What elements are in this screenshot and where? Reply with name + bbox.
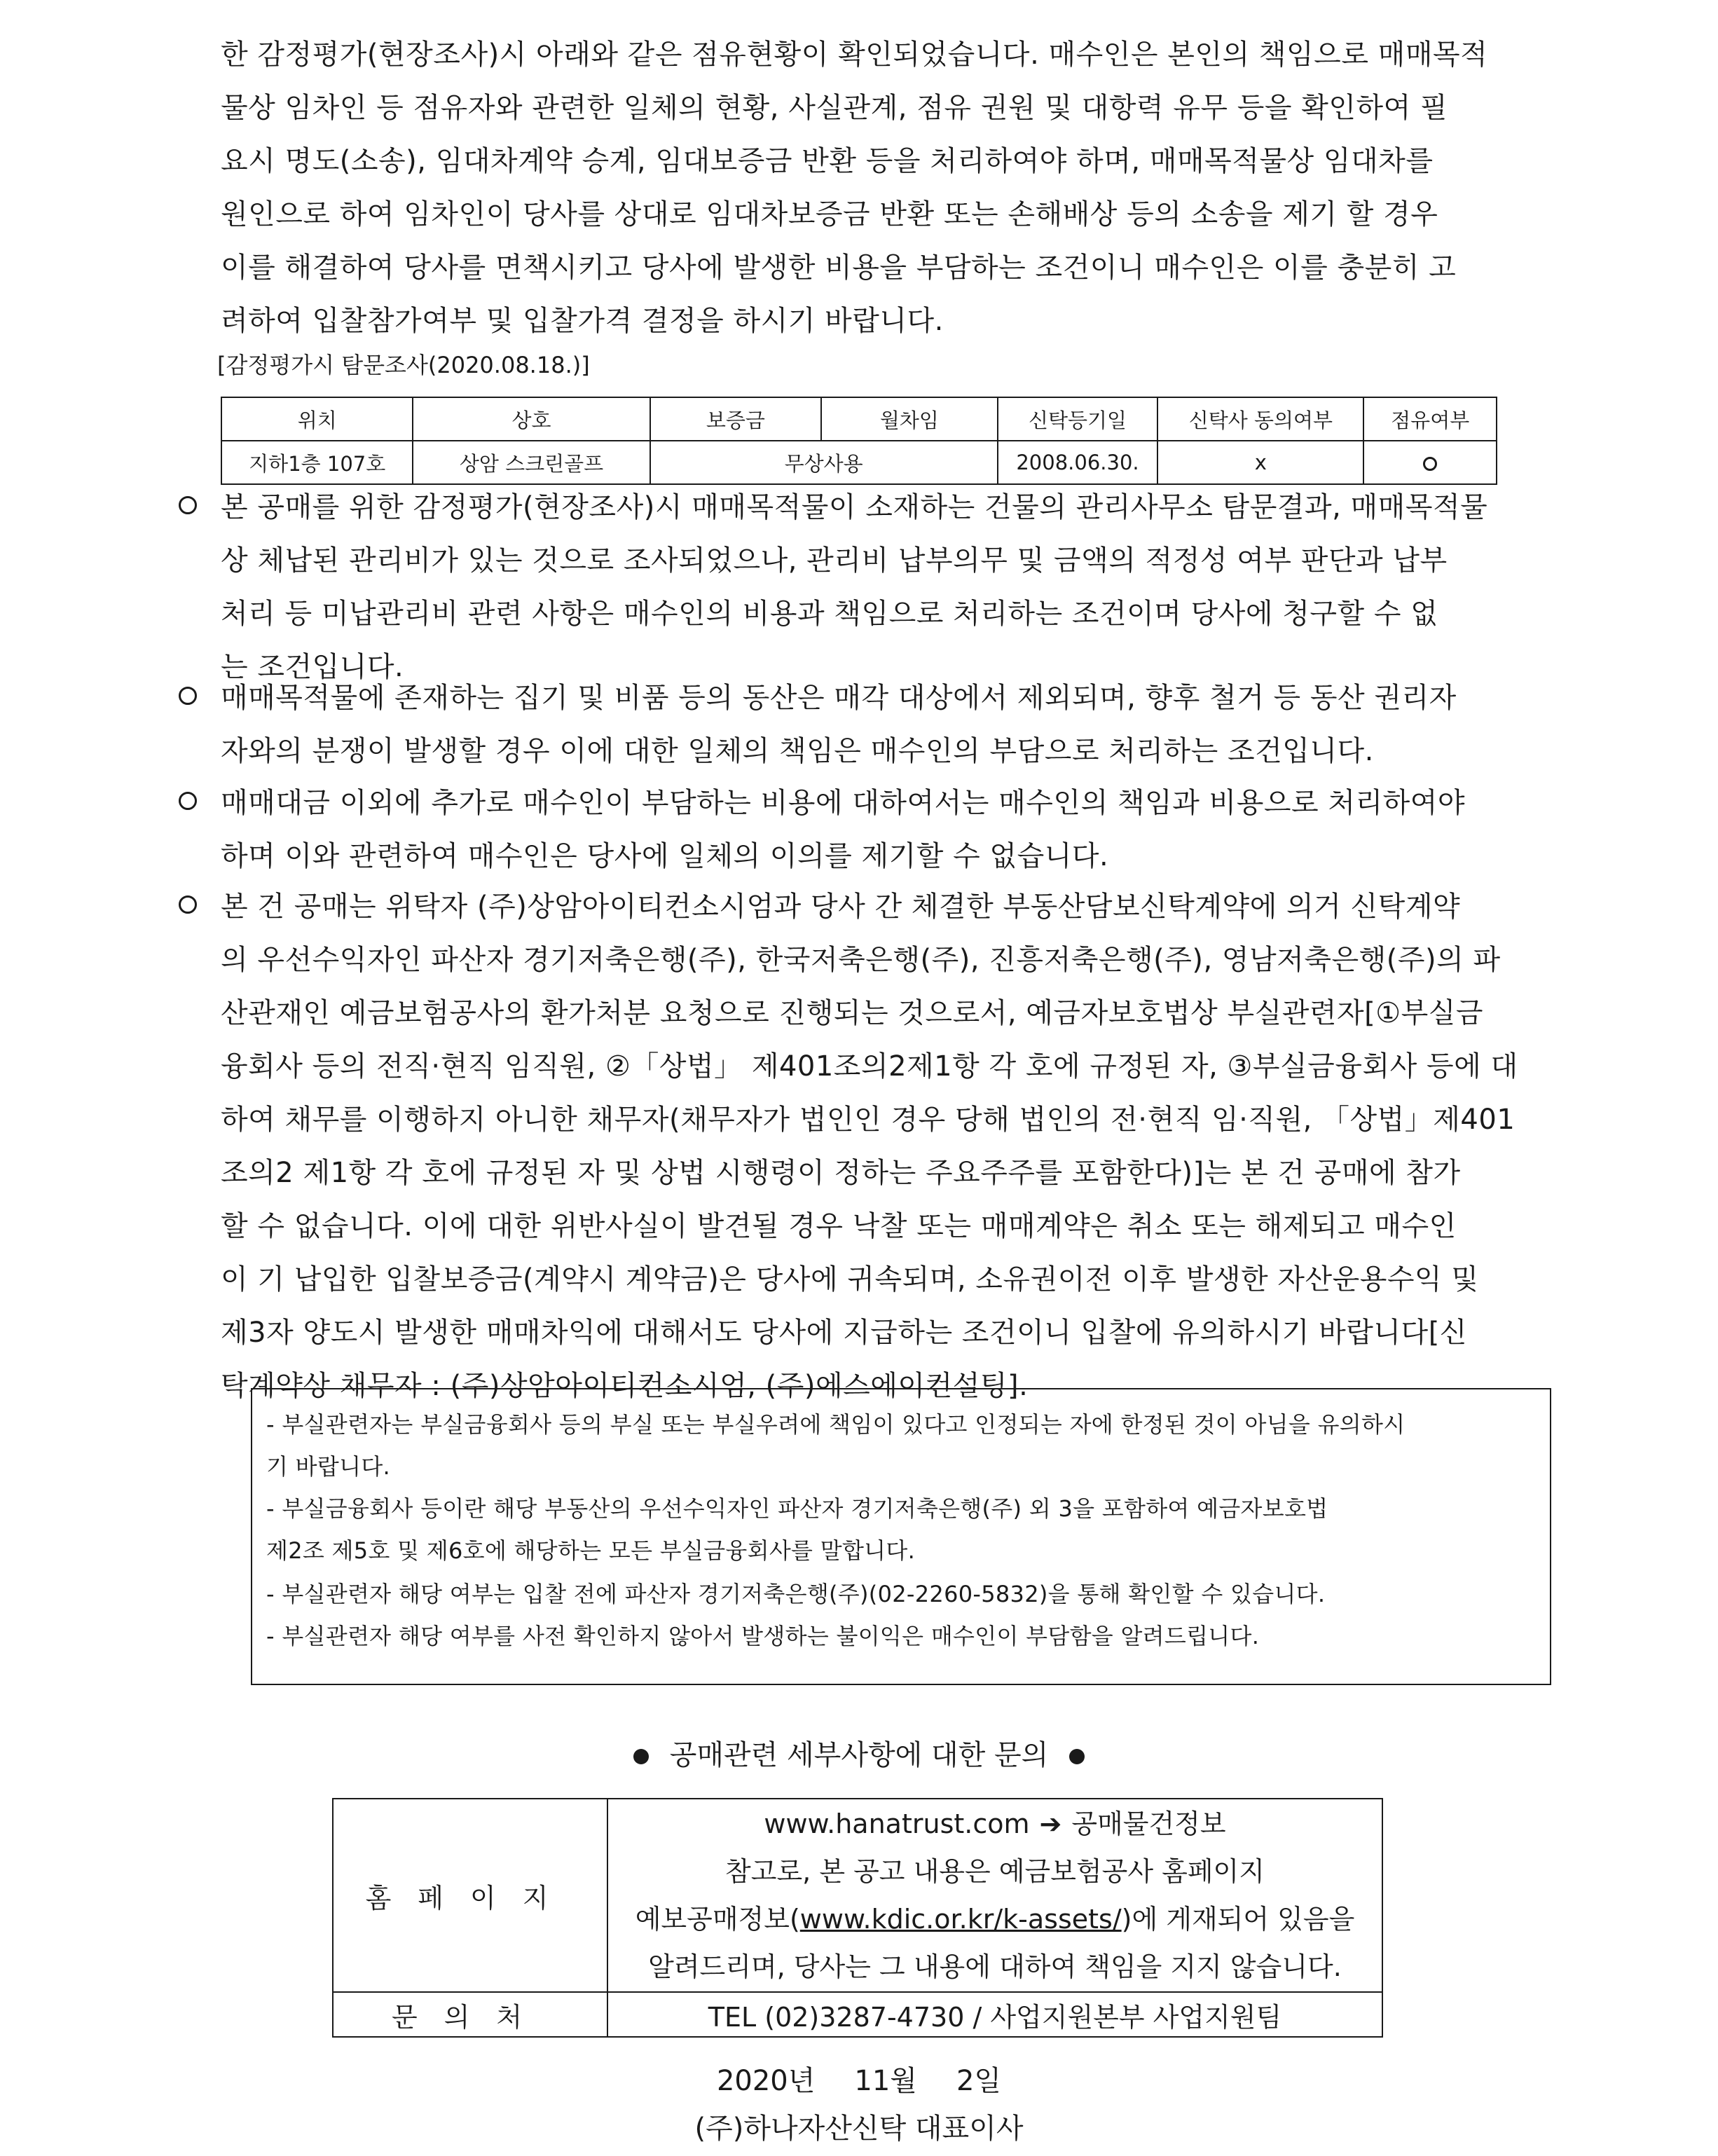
header-location: 위치 bbox=[221, 397, 413, 441]
occupied-circle-icon bbox=[1423, 457, 1437, 471]
bullet-line: 의 우선수익자인 파산자 경기저축은행(주), 한국저축은행(주), 진흥저축은행(주), 영남저축은행(주)의 파 bbox=[221, 944, 1501, 976]
note-suffix: )에 게재되어 있음을 bbox=[1121, 1904, 1355, 1935]
bullet-line: 처리 등 미납관리비 관련 사항은 매수인의 비용과 책임으로 처리하는 조건이며 당사에 청구할 수 없 bbox=[221, 598, 1438, 630]
inquiry-heading bbox=[0, 1734, 1718, 1776]
intro-line: 요시 명도(소송), 임대차계약 승계, 임대보증금 반환 등을 처리하여야 하며, 매매목적물상 임대차를 bbox=[221, 145, 1434, 177]
bullet-line: 자와의 분쟁이 발생할 경우 이에 대한 일체의 책임은 매수인의 부담으로 처리하는 조건입니다. bbox=[221, 735, 1374, 767]
arrow-right-icon: ➔ bbox=[1039, 1808, 1062, 1839]
header-deposit: 보증금 bbox=[650, 397, 821, 441]
header-rent: 월차임 bbox=[821, 397, 998, 441]
inquiry-row-homepage bbox=[333, 1799, 1382, 1992]
bullet-line: 본 건 공매는 위탁자 (주)상암아이티컨소시엄과 당사 간 체결한 부동산담보신탁계약에 의거 신탁계약 bbox=[221, 891, 1461, 923]
intro-line: 한 감정평가(현장조사)시 아래와 같은 점유현황이 확인되었습니다. 매수인은 본인의 책임으로 매매목적 bbox=[221, 39, 1488, 71]
bullet-line: 산관재인 예금보험공사의 환가처분 요청으로 진행되는 것으로서, 예금자보호법상 부실관련자[①부실금 bbox=[221, 997, 1484, 1029]
cell-location: 지하1층 107호 bbox=[221, 441, 413, 484]
hollow-circle-bullet-icon bbox=[179, 792, 197, 810]
cell-consent: x bbox=[1157, 441, 1363, 484]
note-prefix: 예보공매정보( bbox=[635, 1904, 800, 1935]
intro-line: 이를 해결하여 당사를 면책시키고 당사에 발생한 비용을 부담하는 조건이니 매수인은 이를 충분히 고 bbox=[221, 252, 1457, 284]
kdic-link[interactable]: www.kdic.or.kr/k-assets/ bbox=[799, 1904, 1122, 1935]
bullet-line: 매매대금 이외에 추가로 매수인이 부담하는 비용에 대하여서는 매수인의 책임과 비용으로 처리하여야 bbox=[221, 787, 1466, 819]
bullet-text bbox=[221, 481, 1601, 694]
notice-line: 제2조 제5호 및 제6호에 해당하는 모든 부실금융회사를 말합니다. bbox=[266, 1537, 916, 1564]
hollow-circle-bullet-icon bbox=[179, 496, 197, 514]
bullet-line: 이 기 납입한 입찰보증금(계약시 계약금)은 당사에 귀속되며, 소유권이전 이후 발생한 자산운용수익 및 bbox=[221, 1263, 1479, 1296]
bullet-line: 는 조건입니다. bbox=[221, 651, 404, 683]
date-year: 2020년 bbox=[716, 2065, 816, 2097]
inquiry-title: 공매관련 세부사항에 대한 문의 bbox=[669, 1739, 1049, 1771]
notice-line: - 부실금융회사 등이란 해당 부동산의 우선수익자인 파산자 경기저축은행(주) 외 3을 포함하여 예금자보호법 bbox=[266, 1495, 1328, 1522]
bullet-text bbox=[221, 671, 1601, 778]
bullet-line: 하며 이와 관련하여 매수인은 당사에 일체의 이의를 제기할 수 없습니다. bbox=[221, 840, 1109, 872]
bullet-line: 할 수 없습니다. 이에 대한 위반사실이 발견될 경우 낙찰 또는 매매계약은 취소 또는 해제되고 매수인 bbox=[221, 1210, 1457, 1242]
tenant-table-header bbox=[221, 397, 1497, 441]
bullet-line: 탁계약상 채무자 : (주)상암아이티컨소시엄, (주)에스에이컨설팅]. bbox=[221, 1370, 1029, 1402]
homepage-url-line bbox=[608, 1800, 1382, 1848]
bullet-line: 상 체납된 관리비가 있는 것으로 조사되었으나, 관리비 납부의무 및 금액의 적정성 여부 판단과 납부 bbox=[221, 544, 1448, 577]
date-month: 11월 bbox=[854, 2065, 917, 2097]
bullet-dot-icon bbox=[1069, 1749, 1085, 1764]
bullet-line: 제3자 양도시 발생한 매매차익에 대해서도 당사에 지급하는 조건이니 입찰에 유의하시기 바랍니다[신 bbox=[221, 1317, 1467, 1349]
header-business: 상호 bbox=[413, 397, 650, 441]
cell-business: 상암 스크린골프 bbox=[413, 441, 650, 484]
cell-occupied bbox=[1363, 441, 1497, 484]
homepage-url-link[interactable]: www.hanatrust.com bbox=[764, 1808, 1030, 1839]
note-line: 알려드리며, 당사는 그 내용에 대하여 책임을 지지 않습니다. bbox=[648, 1951, 1342, 1982]
bullet-line: 본 공매를 위한 감정평가(현장조사)시 매매목적물이 소재하는 건물의 관리사무소 탐문결과, 매매목적물 bbox=[221, 491, 1488, 523]
contact-value: TEL (02)3287-4730 / 사업지원본부 사업지원팀 bbox=[607, 1992, 1382, 2037]
contact-label: 문의처 bbox=[333, 1992, 607, 2037]
note-line: 참고로, 본 공고 내용은 예금보험공사 홈페이지 bbox=[725, 1856, 1265, 1887]
header-trust-date: 신탁등기일 bbox=[998, 397, 1158, 441]
homepage-info bbox=[607, 1799, 1382, 1992]
bullet-line: 융회사 등의 전직·현직 임직원, ②「상법」 제401조의2제1항 각 호에 규정된 자, ③부실금융회사 등에 대 bbox=[221, 1050, 1518, 1083]
intro-line: 원인으로 하여 임차인이 당사를 상대로 임대차보증금 반환 또는 손해배상 등의 소송을 제기 할 경우 bbox=[221, 198, 1438, 231]
hollow-circle-bullet-icon bbox=[179, 895, 197, 914]
notice-line: - 부실관련자는 부실금융회사 등의 부실 또는 부실우려에 책임이 있다고 인정되는 자에 한정된 것이 아님을 유의하시 bbox=[266, 1411, 1406, 1438]
header-consent: 신탁사 동의여부 bbox=[1157, 397, 1363, 441]
notice-line: 기 바랍니다. bbox=[266, 1453, 391, 1480]
bullet-text bbox=[221, 880, 1601, 1413]
survey-caption: [감정평가시 탐문조사(2020.08.18.)] bbox=[217, 352, 590, 378]
insolvency-notice-box bbox=[251, 1388, 1551, 1685]
company-signature: (주)하나자산신탁 대표이사 bbox=[694, 2113, 1024, 2145]
bullet-text bbox=[221, 776, 1601, 883]
date-day: 2일 bbox=[956, 2065, 1002, 2097]
bullet-dot-icon bbox=[633, 1749, 649, 1764]
homepage-label: 홈페이지 bbox=[333, 1799, 607, 1992]
tenant-table bbox=[221, 397, 1497, 485]
footer-date bbox=[0, 2060, 1718, 2102]
intro-line: 려하여 입찰참가여부 및 입찰가격 결정을 하시기 바랍니다. bbox=[221, 305, 944, 337]
homepage-target: 공매물건정보 bbox=[1071, 1808, 1226, 1839]
notice-line: - 부실관련자 해당 여부는 입찰 전에 파산자 경기저축은행(주)(02-2260-5832)을 통해 확인할 수 있습니다. bbox=[266, 1581, 1326, 1607]
note-line bbox=[608, 1895, 1382, 1943]
inquiry-table bbox=[332, 1798, 1383, 2038]
notice-line: - 부실관련자 해당 여부를 사전 확인하지 않아서 발생하는 불이익은 매수인이 부담함을 알려드립니다. bbox=[266, 1623, 1260, 1649]
cell-deposit-rent: 무상사용 bbox=[650, 441, 998, 484]
intro-line: 물상 임차인 등 점유자와 관련한 일체의 현황, 사실관계, 점유 권원 및 대항력 유무 등을 확인하여 필 bbox=[221, 92, 1448, 124]
bullet-line: 조의2 제1항 각 호에 규정된 자 및 상법 시행령이 정하는 주요주주를 포함한다)]는 본 건 공매에 참가 bbox=[221, 1157, 1461, 1189]
inquiry-row-contact bbox=[333, 1992, 1382, 2037]
bullet-line: 매매목적물에 존재하는 집기 및 비품 등의 동산은 매각 대상에서 제외되며, 향후 철거 등 동산 권리자 bbox=[221, 682, 1457, 714]
header-occupied: 점유여부 bbox=[1363, 397, 1497, 441]
hollow-circle-bullet-icon bbox=[179, 687, 197, 705]
bullet-line: 하여 채무를 이행하지 아니한 채무자(채무자가 법인인 경우 당해 법인의 전·현직 임·직원, 「상법」제401 bbox=[221, 1104, 1516, 1136]
cell-trust-date: 2008.06.30. bbox=[998, 441, 1158, 484]
table-row bbox=[221, 441, 1497, 484]
